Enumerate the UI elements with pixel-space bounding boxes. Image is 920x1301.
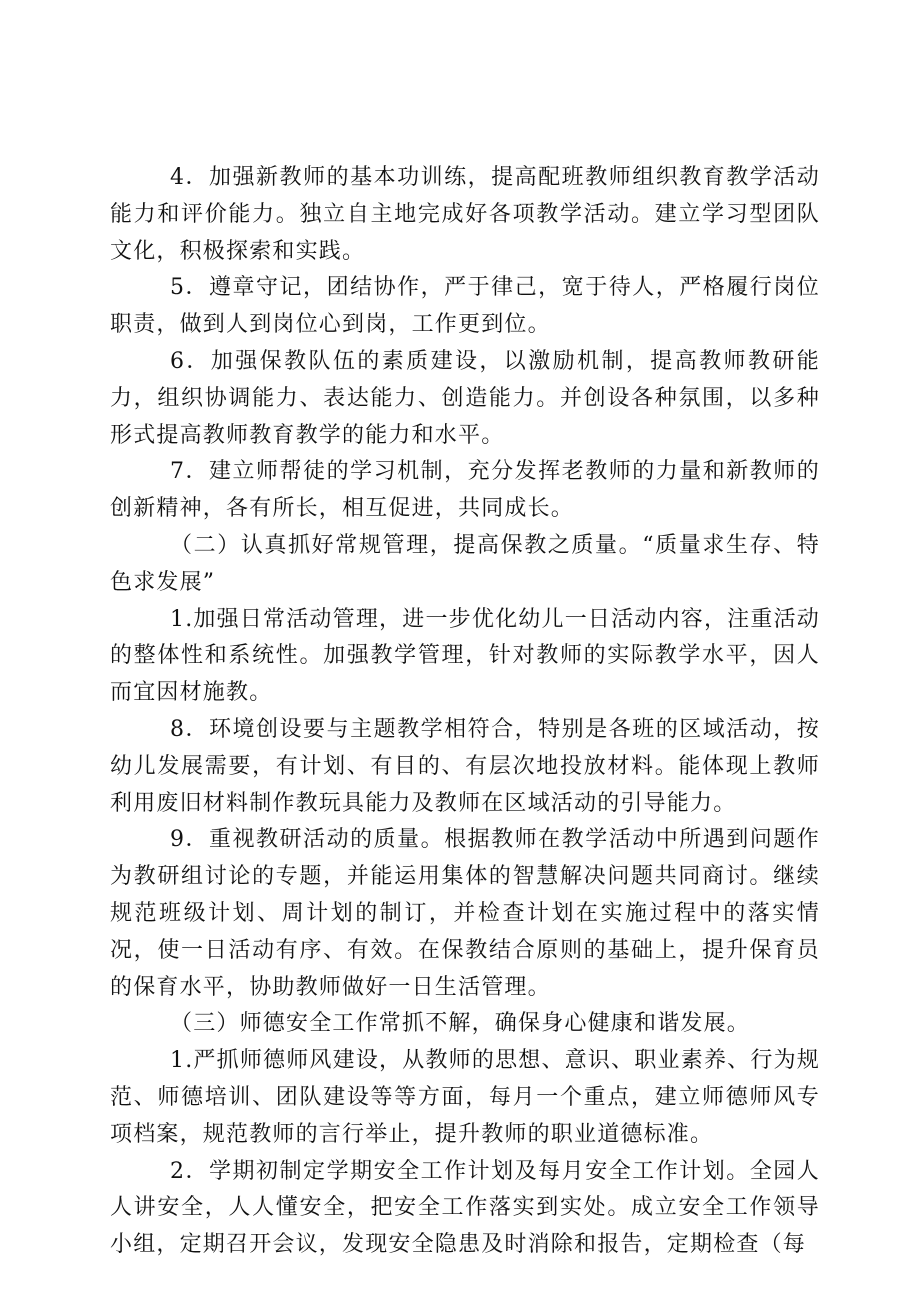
paragraph-item-9: 9．重视教研活动的质量。根据教师在教学活动中所遇到问题作为教研组讨论的专题，并能运用集体的智慧解决问题共同商讨。继续规范班级计划、周计划的制订，并检查计划在实施过程中的落实情况，使一日活动有序、有效。在保教结合原则的基础上，提升保育员的保育水平，协助教师做好一日生活管理。 xyxy=(110,827,820,1000)
paragraph-item-1-ethics: 1.严抓师德师风建设，从教师的思想、意识、职业素养、行为规范、师德培训、团队建设等等方面，每月一个重点，建立师德师风专项档案，规范教师的言行举止，提升教师的职业道德标准。 xyxy=(110,1048,820,1147)
paragraph-item-1-daily-activities: 1.加强日常活动管理，进一步优化幼儿一日活动内容，注重活动的整体性和系统性。加强教学管理，针对教师的实际教学水平，因人而宜因材施教。 xyxy=(110,606,820,706)
section-heading-2: （二）认真抓好常规管理，提高保教之质量。“质量求生存、特色求发展” xyxy=(110,532,820,595)
paragraph-item-4: 4．加强新教师的基本功训练，提高配班教师组织教育教学活动能力和评价能力。独立自主地完成好各项教学活动。建立学习型团队文化，积极探索和实践。 xyxy=(110,165,820,264)
paragraph-item-7: 7．建立师帮徒的学习机制，充分发挥老教师的力量和新教师的创新精神，各有所长，相互促进，共同成长。 xyxy=(110,459,820,522)
paragraph-item-5: 5．遵章守记，团结协作，严于律己，宽于待人，严格履行岗位职责，做到人到岗位心到岗，工作更到位。 xyxy=(110,275,820,338)
section-heading-3: （三）师德安全工作常抓不解，确保身心健康和谐发展。 xyxy=(170,1011,751,1037)
document-body xyxy=(110,160,820,1264)
paragraph-item-6: 6．加强保教队伍的素质建设，以激励机制，提高教师教研能力，组织协调能力、表达能力、创造能力。并创设各种氛围，以多种形式提高教师教育教学的能力和水平。 xyxy=(110,348,820,448)
paragraph-item-8: 8．环境创设要与主题教学相符合，特别是各班的区域活动，按幼儿发展需要，有计划、有目的、有层次地投放材料。能体现上教师利用废旧材料制作教玩具能力及教师在区域活动的引导能力。 xyxy=(110,716,820,816)
paragraph-item-2-safety: 2．学期初制定学期安全工作计划及每月安全工作计划。全园人人讲安全，人人懂安全，把安全工作落实到实处。成立安全工作领导小组，定期召开会议，发现安全隐患及时消除和报告，定期检查（每 xyxy=(110,1158,820,1258)
